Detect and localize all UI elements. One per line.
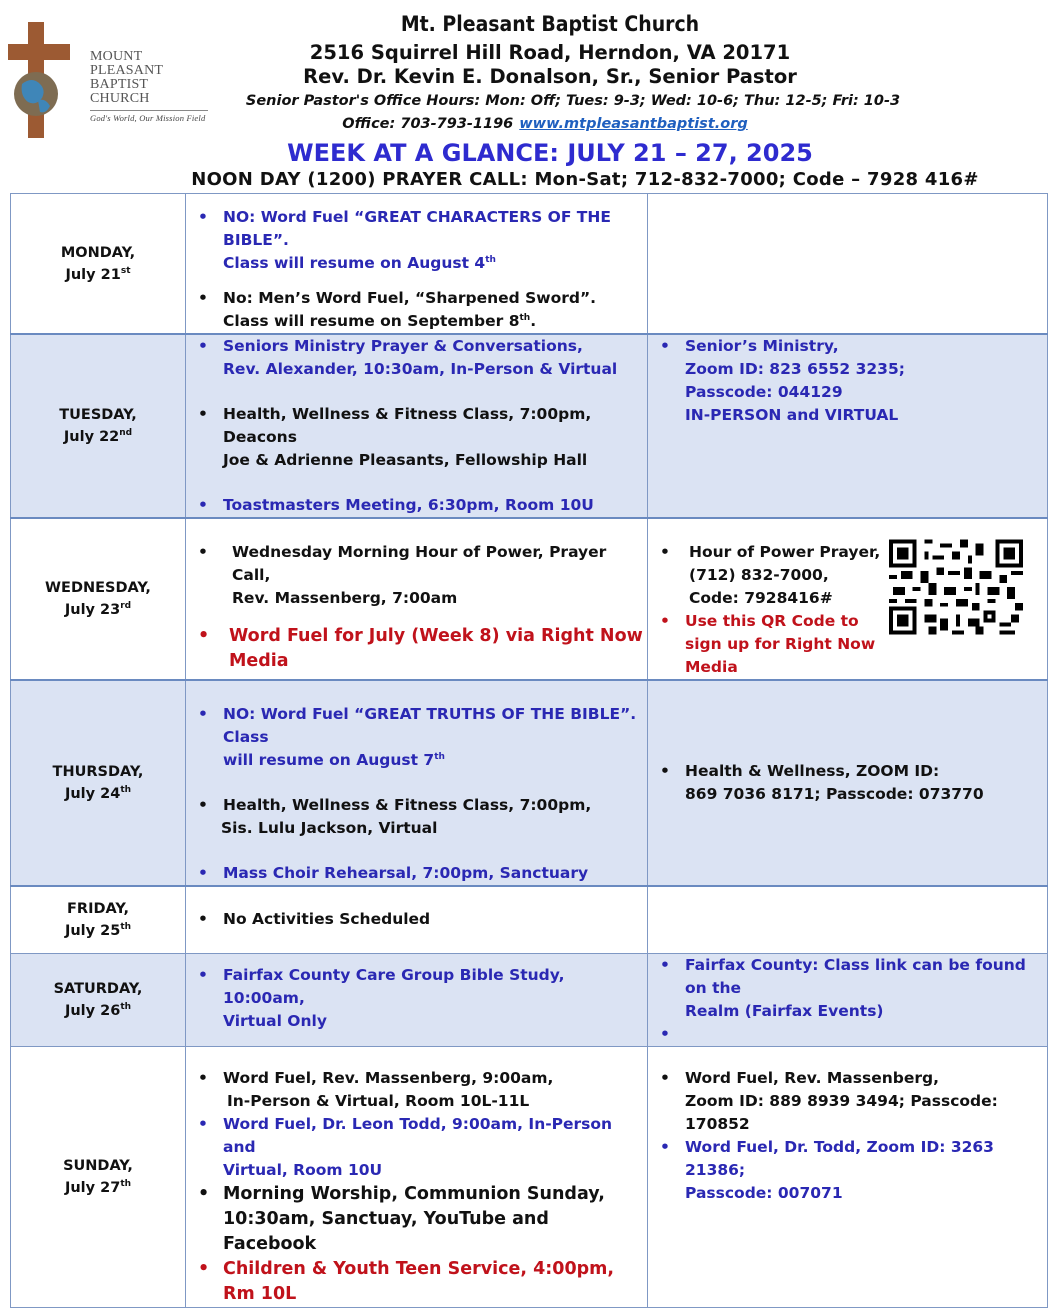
logo-line2: BAPTIST CHURCH	[90, 77, 150, 106]
week-title: WEEK AT A GLANCE: JULY 21 – 27, 2025	[287, 139, 813, 167]
note-text: Fairfax County: Class link can be found on the	[685, 955, 1026, 997]
event-text: Wednesday Morning Hour of Power, Prayer Call,	[232, 543, 607, 584]
list-item	[648, 335, 1047, 427]
row-tuesday	[11, 334, 1048, 518]
events-friday	[186, 886, 648, 953]
day-thursday	[11, 680, 186, 886]
event-text: Class will resume on September 8	[223, 312, 520, 330]
note-text: 869 7036 8171; Passcode: 073770	[685, 785, 984, 803]
event-text: will resume on August 7	[223, 751, 435, 769]
events-wednesday	[186, 518, 648, 680]
day-tuesday	[11, 334, 186, 518]
note-text: Health & Wellness, ZOOM ID:	[685, 762, 940, 780]
office-hours: Senior Pastor's Office Hours: Mon: Off; Tues: 9-3; Wed: 10-6; Thu: 12-5; Fri: 10-3	[245, 93, 901, 109]
list-item	[186, 908, 647, 931]
note-text: sign up for Right Now	[685, 635, 876, 653]
note-text: Media	[685, 658, 738, 676]
list-item	[186, 703, 647, 772]
day-wednesday	[11, 518, 186, 680]
prayer-call: NOON DAY (1200) PRAYER CALL: Mon-Sat; 712-832-7000; Code – 7928 416#	[191, 169, 979, 190]
suffix: th	[485, 254, 496, 265]
row-sunday	[11, 1046, 1048, 1307]
notes-friday	[648, 886, 1048, 953]
event-text: No: Men’s Word Fuel, “Sharpened Sword”.	[223, 289, 597, 307]
events-tuesday	[186, 334, 648, 518]
list-item	[186, 964, 647, 1033]
event-text: In-Person & Virtual, Room 10L-11L	[227, 1091, 530, 1110]
website-link[interactable]: www.mtpleasantbaptist.org	[519, 116, 748, 132]
day-name: FRIDAY,	[67, 900, 129, 917]
row-saturday	[11, 953, 1048, 1046]
suffix: th	[434, 751, 445, 762]
note-text: Senior’s Ministry,	[685, 337, 839, 355]
day-date: July 22	[63, 429, 120, 445]
event-text: NO: Word Fuel “GREAT TRUTHS OF THE BIBLE”. Class	[223, 705, 637, 746]
notes-saturday	[648, 953, 1048, 1046]
suffix: th	[519, 312, 531, 323]
list-item	[186, 403, 647, 472]
list-item	[186, 1182, 647, 1257]
notes-thursday	[648, 680, 1048, 886]
note-text: Word Fuel, Dr. Todd, Zoom ID: 3263 21386;	[685, 1137, 994, 1179]
event-text: Virtual, Room 10U	[223, 1160, 383, 1179]
note-text: IN-PERSON and VIRTUAL	[685, 406, 899, 424]
date-suffix: th	[120, 921, 132, 932]
list-item	[186, 794, 647, 840]
cross-globe-icon	[8, 22, 88, 140]
logo-tagline: God's World, Our Mission Field	[90, 110, 208, 123]
note-text: Realm (Fairfax Events)	[685, 1001, 884, 1020]
note-text: Passcode: 044129	[685, 383, 843, 401]
date-suffix: nd	[119, 428, 133, 439]
notes-sunday	[648, 1046, 1048, 1307]
day-friday	[11, 886, 186, 953]
notes-wednesday	[648, 518, 1048, 680]
day-name: SATURDAY,	[53, 980, 143, 997]
note-text: (712) 832-7000,	[689, 566, 829, 584]
event-text: NO: Word Fuel “GREAT CHARACTERS OF THE BIBLE”.	[223, 208, 611, 249]
list-item	[186, 494, 647, 517]
event-text: Health, Wellness & Fitness Class, 7:00pm,	[223, 796, 592, 814]
office-contact	[210, 116, 880, 132]
qr-code-icon[interactable]	[889, 539, 1023, 635]
note-text: Passcode: 007071	[685, 1183, 843, 1202]
list-item	[648, 1023, 1047, 1046]
note-text: Hour of Power Prayer,	[689, 543, 881, 561]
row-thursday	[11, 680, 1048, 886]
list-item	[648, 954, 1047, 1023]
day-date: July 24	[64, 786, 121, 802]
events-saturday	[186, 953, 648, 1046]
day-sunday	[11, 1046, 186, 1307]
day-date: July 25	[64, 922, 121, 939]
event-text: 10:30am, Sanctuay, YouTube and Facebook	[223, 1208, 549, 1254]
senior-pastor: Rev. Dr. Kevin E. Donalson, Sr., Senior Pastor	[303, 65, 797, 88]
list-item	[186, 541, 647, 610]
event-text: Class will resume on August 4	[223, 254, 486, 272]
date-suffix: th	[120, 1178, 132, 1189]
list-item	[186, 862, 647, 885]
notes-monday	[648, 194, 1048, 335]
church-name: Mt. Pleasant Baptist Church	[400, 12, 700, 36]
day-name: MONDAY,	[60, 244, 136, 261]
note-text: Zoom ID: 823 6552 3235;	[685, 360, 905, 378]
event-text: Fairfax County Care Group Bible Study, 10:00am,	[223, 965, 565, 1007]
day-date: July 21	[65, 266, 121, 283]
event-text: Rev. Massenberg, 7:00am	[232, 589, 458, 607]
day-date: July 26	[64, 1002, 121, 1019]
list-item	[186, 1067, 647, 1113]
event-text: Joe & Adrienne Pleasants, Fellowship Hall	[223, 451, 588, 469]
day-date: July 27	[64, 1179, 121, 1196]
note-text: Zoom ID: 889 8939 3494; Passcode: 170852	[685, 1091, 998, 1133]
event-text: Sis. Lulu Jackson, Virtual	[221, 819, 438, 837]
event-text: Rev. Alexander, 10:30am, In-Person & Virtual	[223, 360, 618, 378]
list-item	[648, 1067, 1047, 1136]
event-text: Toastmasters Meeting, 6:30pm, Room 10U	[223, 496, 594, 514]
event-text: Word Fuel, Rev. Massenberg, 9:00am,	[223, 1068, 554, 1087]
logo-wordmark	[90, 50, 208, 123]
events-sunday	[186, 1046, 648, 1307]
office-phone: Office: 703-793-1196	[342, 116, 514, 132]
list-item	[186, 1257, 647, 1307]
list-item	[186, 335, 647, 381]
day-monday	[11, 194, 186, 335]
events-monday	[186, 194, 648, 335]
day-name: WEDNESDAY,	[45, 580, 151, 596]
date-suffix: rd	[120, 601, 132, 612]
note-text: Code: 7928416#	[689, 589, 833, 607]
list-item	[648, 1136, 1047, 1205]
note-text: Word Fuel, Rev. Massenberg,	[685, 1068, 939, 1087]
event-text: Seniors Ministry Prayer & Conversations,	[223, 337, 583, 355]
list-item	[186, 287, 647, 333]
date-suffix: st	[120, 265, 131, 276]
church-logo	[8, 22, 208, 142]
date-suffix: th	[120, 785, 132, 796]
list-item	[186, 624, 647, 674]
day-date: July 23	[64, 602, 121, 618]
list-item	[648, 760, 1047, 806]
event-text: Word Fuel, Dr. Leon Todd, 9:00am, In-Person and	[223, 1114, 613, 1156]
day-name: SUNDAY,	[63, 1157, 133, 1174]
event-text: Virtual Only	[223, 1011, 327, 1030]
list-item	[186, 206, 647, 275]
event-text: Word Fuel for July (Week 8) via Right Now	[229, 626, 643, 646]
event-text: Health, Wellness & Fitness Class, 7:00pm, Deacons	[223, 405, 592, 446]
church-address: 2516 Squirrel Hill Road, Herndon, VA 20171	[309, 41, 791, 64]
event-text: Morning Worship, Communion Sunday,	[223, 1183, 605, 1204]
day-name: THURSDAY,	[52, 764, 144, 780]
row-monday	[11, 194, 1048, 335]
date-suffix: th	[120, 1001, 132, 1012]
day-saturday	[11, 953, 186, 1046]
notes-tuesday	[648, 334, 1048, 518]
event-text: .	[530, 312, 537, 330]
event-text: Mass Choir Rehearsal, 7:00pm, Sanctuary	[223, 864, 589, 882]
note-text: Use this QR Code to	[685, 612, 859, 630]
list-item	[186, 1113, 647, 1182]
row-wednesday	[11, 518, 1048, 680]
event-text: No Activities Scheduled	[223, 910, 431, 928]
logo-line1: MOUNT PLEASANT	[90, 49, 164, 78]
schedule-table	[10, 193, 1048, 1308]
row-friday	[11, 886, 1048, 953]
day-name: TUESDAY,	[59, 407, 137, 423]
events-thursday	[186, 680, 648, 886]
event-text: Children & Youth Teen Service, 4:00pm, Rm 10L	[223, 1258, 615, 1304]
event-text: Media	[229, 651, 289, 671]
